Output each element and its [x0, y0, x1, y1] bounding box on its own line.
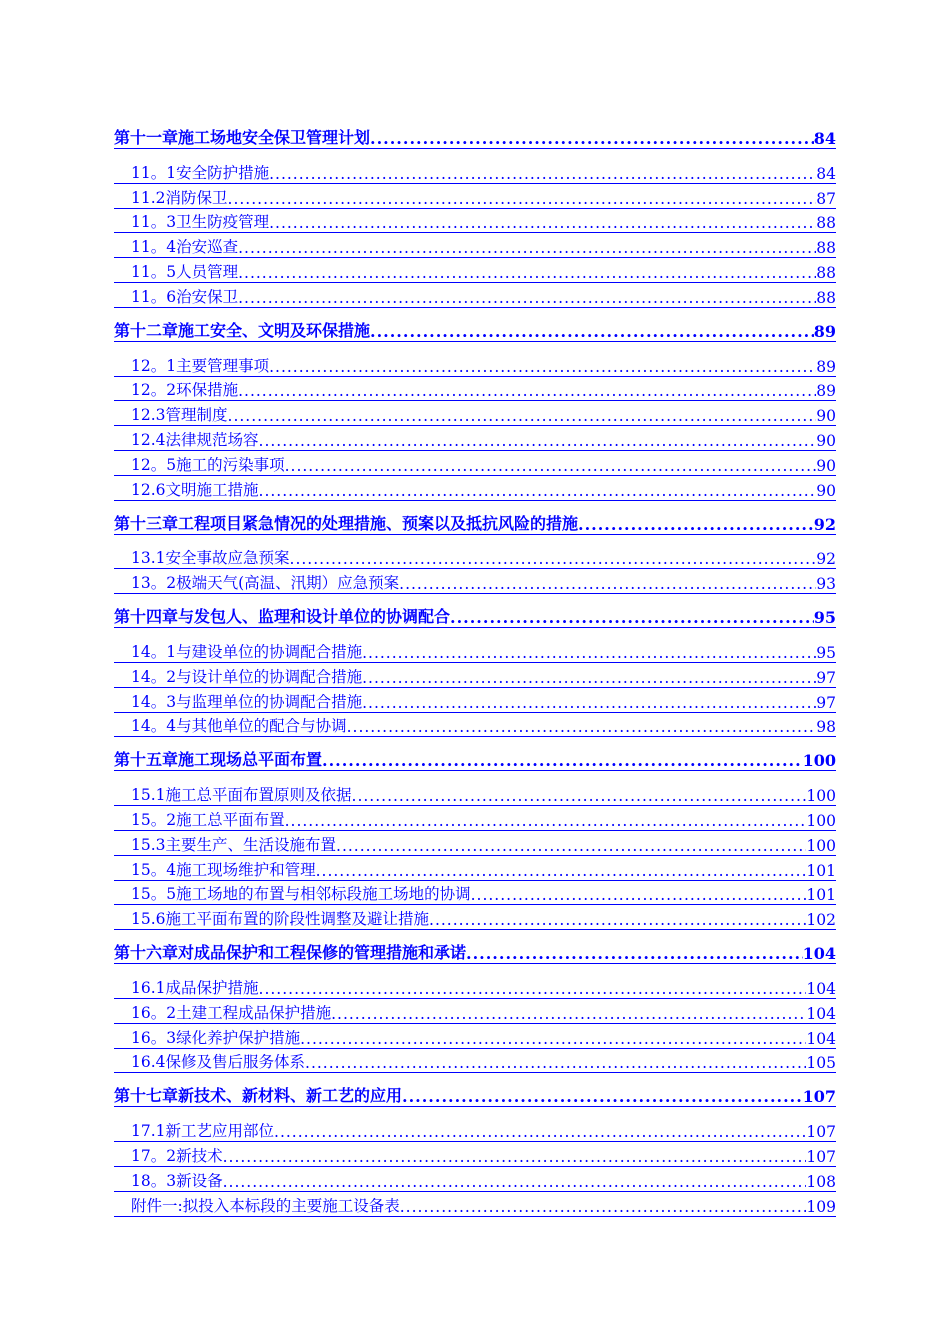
toc-page: 100 — [806, 836, 836, 855]
toc-item[interactable] — [114, 352, 836, 377]
toc-page: 108 — [806, 1172, 836, 1191]
toc-title: 12。2环保措施 — [131, 381, 239, 400]
toc-title: 第十五章施工现场总平面布置 — [114, 750, 323, 770]
toc-title: 16。2土建工程成品保护措施 — [131, 1003, 332, 1022]
toc-title: 11.2消防保卫 — [131, 188, 228, 207]
toc-title: 15.6施工平面布置的阶段性调整及避让措施 — [131, 910, 430, 929]
toc-item[interactable] — [114, 451, 836, 476]
toc-title: 11。6治安保卫 — [131, 287, 239, 306]
toc-page: 100 — [806, 787, 836, 806]
toc-title: 第十六章对成品保护和工程保修的管理措施和承诺 — [114, 943, 467, 963]
toc-title: 第十七章新技术、新材料、新工艺的应用 — [114, 1086, 403, 1106]
toc-item[interactable] — [114, 1049, 836, 1074]
toc-page: 104 — [802, 944, 836, 964]
toc-chapter-12[interactable] — [114, 317, 836, 342]
toc-item[interactable] — [114, 1192, 836, 1217]
toc-item[interactable] — [114, 258, 836, 283]
toc-title: 15.3主要生产、生活设施布置 — [131, 835, 337, 854]
toc-item[interactable] — [114, 688, 836, 713]
toc-chapter-16[interactable] — [114, 939, 836, 964]
toc-page: 101 — [806, 861, 836, 880]
toc-item[interactable] — [114, 159, 836, 184]
toc-page: 109 — [806, 1197, 836, 1216]
toc-title: 15。4施工现场维护和管理 — [131, 860, 316, 879]
toc-title: 16.4保修及售后服务体系 — [131, 1053, 306, 1072]
toc-item[interactable] — [114, 881, 836, 906]
toc-page: 105 — [806, 1054, 836, 1073]
toc-title: 12。5施工的污染事项 — [131, 455, 285, 474]
toc-item[interactable] — [114, 1024, 836, 1049]
toc-title: 第十一章施工场地安全保卫管理计划 — [114, 128, 371, 147]
toc-item[interactable] — [114, 999, 836, 1024]
toc-title: 18。3新设备 — [131, 1171, 223, 1190]
toc-title: 第十二章施工安全、文明及环保措施 — [114, 320, 371, 340]
toc-chapter-15[interactable] — [114, 746, 836, 771]
toc-page: 87 — [816, 189, 836, 208]
toc-page: 98 — [816, 718, 836, 737]
toc-title: 15。5施工场地的布置与相邻标段施工场地的协调 — [131, 885, 471, 904]
toc-title: 16.1成品保护措施 — [131, 978, 259, 997]
toc-item[interactable] — [114, 1142, 836, 1167]
toc-title: 15.1施工总平面布置原则及依据 — [131, 786, 352, 805]
toc-title: 14。4与其他单位的配合与协调 — [131, 717, 347, 736]
toc-item[interactable] — [114, 209, 836, 234]
toc-page: 92 — [816, 550, 836, 569]
toc-title: 11。3卫生防疫管理 — [131, 213, 270, 232]
toc-item[interactable] — [114, 569, 836, 594]
toc-title: 16。3绿化养护保护措施 — [131, 1028, 301, 1047]
toc-page: 107 — [806, 1123, 836, 1142]
toc-item[interactable] — [114, 806, 836, 831]
toc-page: 97 — [816, 693, 836, 712]
toc-item[interactable] — [114, 377, 836, 402]
toc-title: 13。2极端天气(高温、汛期）应急预案 — [131, 574, 400, 593]
toc-page: 92 — [813, 514, 836, 534]
toc-page: 100 — [806, 811, 836, 830]
toc-chapter-13[interactable] — [114, 510, 836, 535]
toc-title: 17。2新技术 — [131, 1146, 223, 1165]
toc-item[interactable] — [114, 401, 836, 426]
toc-page: 90 — [816, 456, 836, 475]
toc-title: 附件一:拟投入本标段的主要施工设备表 — [131, 1196, 400, 1215]
toc-title: 14。3与监理单位的协调配合措施 — [131, 692, 363, 711]
toc-page: 107 — [802, 1087, 836, 1107]
toc-page: 100 — [802, 751, 836, 771]
toc-title: 14。1与建设单位的协调配合措施 — [131, 642, 363, 661]
toc-title: 11。5人员管理 — [131, 262, 239, 281]
toc-page: 104 — [806, 1029, 836, 1048]
toc-item[interactable] — [114, 831, 836, 856]
toc-item[interactable] — [114, 638, 836, 663]
toc-title: 11。4治安巡查 — [131, 238, 239, 257]
toc-page: 88 — [816, 263, 836, 282]
toc-item[interactable] — [114, 713, 836, 738]
toc-item[interactable] — [114, 781, 836, 806]
toc-title: 12.4法律规范场容 — [131, 430, 259, 449]
toc-page: 88 — [816, 288, 836, 307]
toc-page: 93 — [816, 575, 836, 594]
toc-item[interactable] — [114, 974, 836, 999]
toc-page: 90 — [816, 431, 836, 450]
toc-page: 97 — [816, 668, 836, 687]
toc-item[interactable] — [114, 663, 836, 688]
toc-page: 89 — [813, 321, 836, 341]
toc-title: 17.1新工艺应用部位 — [131, 1122, 275, 1141]
toc-page: 104 — [806, 979, 836, 998]
toc-title: 15。2施工总平面布置 — [131, 810, 285, 829]
toc-page: 95 — [813, 608, 836, 628]
toc-chapter-11[interactable] — [114, 124, 836, 149]
toc-page: 107 — [806, 1147, 836, 1166]
toc-page: 101 — [806, 886, 836, 905]
table-of-contents — [114, 124, 836, 1217]
toc-title: 第十三章工程项目紧急情况的处理措施、预案以及抵抗风险的措施 — [114, 513, 579, 533]
toc-item[interactable] — [114, 476, 836, 501]
toc-item[interactable] — [114, 426, 836, 451]
toc-item[interactable] — [114, 1167, 836, 1192]
toc-page: 90 — [816, 481, 836, 500]
toc-page: 95 — [816, 643, 836, 662]
toc-title: 第十四章与发包人、监理和设计单位的协调配合 — [114, 607, 451, 627]
toc-title: 14。2与设计单位的协调配合措施 — [131, 667, 363, 686]
toc-chapter-14[interactable] — [114, 603, 836, 628]
toc-page: 89 — [816, 357, 836, 376]
toc-page: 104 — [806, 1004, 836, 1023]
toc-title: 13.1安全事故应急预案 — [131, 549, 290, 568]
toc-page: 84 — [813, 129, 836, 148]
toc-item[interactable] — [114, 545, 836, 570]
toc-page: 88 — [816, 214, 836, 233]
toc-title: 12。1主要管理事项 — [131, 356, 270, 375]
toc-chapter-17[interactable] — [114, 1082, 836, 1107]
toc-page: 90 — [816, 407, 836, 426]
toc-item[interactable] — [114, 184, 836, 209]
toc-page: 89 — [816, 382, 836, 401]
toc-title: 11。1安全防护措施 — [131, 163, 270, 182]
toc-title: 12.6文明施工措施 — [131, 480, 259, 499]
toc-page: 88 — [816, 239, 836, 258]
toc-item[interactable] — [114, 1117, 836, 1142]
toc-item[interactable] — [114, 283, 836, 308]
toc-item[interactable] — [114, 905, 836, 930]
toc-item[interactable] — [114, 233, 836, 258]
toc-page: 84 — [816, 164, 836, 183]
toc-item[interactable] — [114, 856, 836, 881]
toc-title: 12.3管理制度 — [131, 406, 228, 425]
toc-page: 102 — [806, 911, 836, 930]
